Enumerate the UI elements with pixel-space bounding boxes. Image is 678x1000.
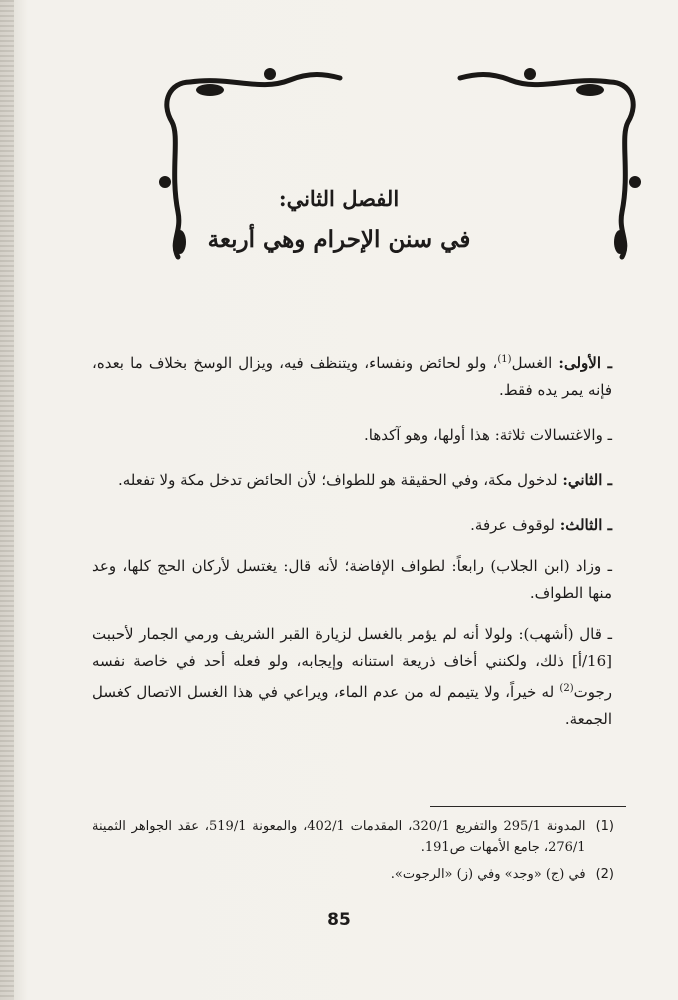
footnote-text: في (ج) «وجد» وفي (ز) «الرجوت». (390, 867, 586, 882)
paragraph-lead: ـ الثالث: (559, 516, 612, 534)
paragraph-text: ـ وزاد (ابن الجلاب) رابعاً: لطواف الإفاضة؛ لأنه قال: يغتسل لأركان الحج كلها، وعد منها الطواف. (92, 557, 612, 602)
footnotes (92, 816, 614, 891)
paragraph (92, 621, 612, 733)
body-text (92, 346, 612, 751)
footnote-item (92, 816, 614, 858)
paragraph-lead: ـ الأولى: (558, 354, 612, 372)
footnote-item (92, 864, 614, 885)
paragraph-text: الغسل (511, 354, 553, 372)
footnote-separator (430, 806, 626, 807)
chapter-title: الفصل الثاني: (278, 186, 400, 211)
paragraph-rest: له خيراً، ولا يتيمم له من عدم الماء، ويراعي في هذا الغسل الاتصال كغسل الجمعة. (92, 683, 612, 728)
paragraph-text: لدخول مكة، وفي الحقيقة هو للطواف؛ لأن الحائض تدخل مكة ولا تفعله. (117, 471, 558, 489)
paragraph (92, 512, 612, 539)
footnote-ref[interactable]: (1) (497, 354, 512, 365)
footnote-number: (2) (595, 867, 614, 882)
paragraph-rest: ، ولو لحائض ونفساء، ويتنظف فيه، ويزال الوسخ بخلاف ما بعده، فإنه يمر يده فقط. (92, 354, 612, 399)
page-number: 85 (327, 910, 351, 930)
footnote-text: المدونة 295/1 والتفريع 320/1، المقدمات 402/1، والمعونة 519/1، عقد الجواهر الثمينة 276/1، جامع الأمهات ص191. (92, 819, 586, 855)
book-spine-shadow (0, 0, 14, 1000)
paragraph (92, 422, 612, 449)
footnote-ref[interactable]: (2) (559, 683, 574, 694)
paragraph (92, 553, 612, 607)
paragraph-text: ـ والاغتسالات ثلاثة: هذا أولها، وهو آكدها. (364, 426, 612, 444)
paragraph-text: ـ قال (أشهب): ولولا أنه لم يؤمر بالغسل لزيارة القبر الشريف ورمي الجمار لأحببت [16/أ] ذلك، ولكنني أخاف ذريعة استنانه وإيجابه، ولو فعله أحد في خاصة نفسه رجوت (92, 625, 612, 701)
paragraph (92, 467, 612, 494)
paragraph (92, 346, 612, 404)
footnote-number: (1) (595, 819, 614, 834)
paragraph-lead: ـ الثاني: (562, 471, 612, 489)
chapter-subtitle: في سنن الإحرام وهي أربعة (207, 226, 471, 253)
paragraph-text: لوقوف عرفة. (470, 516, 555, 534)
